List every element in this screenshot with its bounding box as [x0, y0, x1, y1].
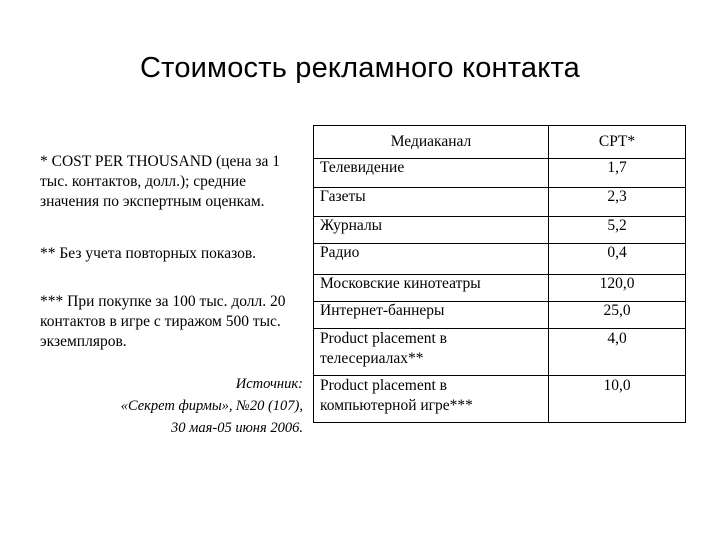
- cpt-cell: 0,4: [549, 244, 686, 275]
- cpt-cell: 4,0: [549, 329, 686, 376]
- cpt-cell: 5,2: [549, 217, 686, 244]
- table-row: [314, 275, 686, 302]
- channel-cell: Московские кинотеатры: [314, 275, 549, 302]
- source-citation: [80, 373, 303, 439]
- channel-cell: Product placement в компьютерной игре***: [314, 376, 549, 423]
- column-header-channel: Медиаканал: [314, 126, 549, 159]
- cpt-cell: 1,7: [549, 159, 686, 188]
- cpt-cell: 25,0: [549, 302, 686, 329]
- source-line-1: «Секрет фирмы», №20 (107),: [120, 398, 303, 414]
- cpt-cell: 10,0: [549, 376, 686, 423]
- table-row: [314, 159, 686, 188]
- table-row: [314, 329, 686, 376]
- channel-cell: Газеты: [314, 188, 549, 217]
- channel-cell: Телевидение: [314, 159, 549, 188]
- media-cpt-table: [313, 125, 686, 423]
- table-row: [314, 302, 686, 329]
- table-row: [314, 244, 686, 275]
- cpt-cell: 120,0: [549, 275, 686, 302]
- cpt-cell: 2,3: [549, 188, 686, 217]
- channel-cell: Журналы: [314, 217, 549, 244]
- table-header-row: [314, 126, 686, 159]
- source-line-2: 30 мая-05 июня 2006.: [171, 420, 303, 436]
- footnote-cpt: * COST PER THOUSAND (цена за 1 тыс. контактов, долл.); средние значения по экспертным оценкам.: [40, 153, 281, 210]
- page-title: Стоимость рекламного контакта: [140, 52, 580, 84]
- footnote-game: *** При покупке за 100 тыс. долл. 20 контактов в игре с тиражом 500 тыс. экземпляров.: [40, 293, 286, 350]
- source-label: Источник:: [235, 376, 303, 392]
- table-row: [314, 188, 686, 217]
- channel-cell: Product placement в телесериалах**: [314, 329, 549, 376]
- table-row: [314, 376, 686, 423]
- table-row: [314, 217, 686, 244]
- channel-cell: Интернет-баннеры: [314, 302, 549, 329]
- column-header-cpt: CPT*: [549, 126, 686, 159]
- channel-cell: Радио: [314, 244, 549, 275]
- footnote-repeats: ** Без учета повторных показов.: [40, 245, 257, 262]
